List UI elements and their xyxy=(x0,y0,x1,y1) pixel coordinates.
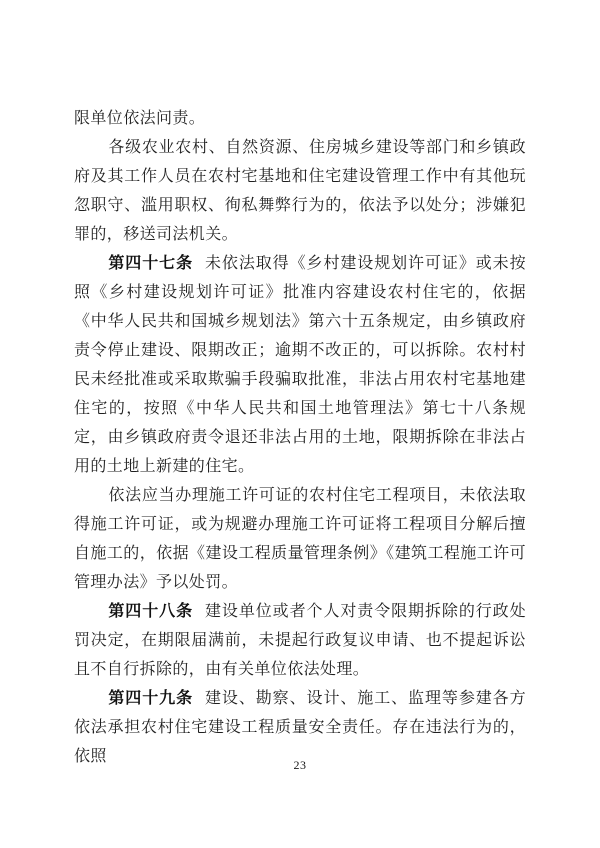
article-48-heading: 第四十八条 xyxy=(108,603,193,620)
article-47-paragraph xyxy=(74,249,526,481)
paragraph xyxy=(74,481,526,597)
paragraph-text: 未依法取得《乡村建设规划许可证》或未按照《乡村建设规划许可证》批准内容建设农村住宅的，依据《中华人民共和国城乡规划法》第六十五条规定，由乡镇政府责令停止建设、限期改正；逾期不改正的，可以拆除。农村村民未经批准或采取欺骗手段骗取批准，非法占用农村宅基地建住宅的，按照《中华人民共和国土地管理法》第七十八条规定，由乡镇政府责令退还非法占用的土地，限期拆除在非法占用的土地上新建的住宅。 xyxy=(74,255,526,475)
page-number: 23 xyxy=(293,758,307,772)
paragraph-text: 建设单位或者个人对责令限期拆除的行政处罚决定，在期限届满前，未提起行政复议申请、也不提起诉讼且不自行拆除的，由有关单位依法处理。 xyxy=(74,603,526,678)
article-49-heading: 第四十九条 xyxy=(108,690,193,707)
paragraph-text: 各级农业农村、自然资源、住房城乡建设等部门和乡镇政府及其工作人员在农村宅基地和住宅建设管理工作中有其他玩忽职守、滥用职权、徇私舞弊行为的，依法予以处分；涉嫌犯罪的，移送司法机关。 xyxy=(74,139,526,243)
paragraph-text: 限单位依法问责。 xyxy=(74,110,206,127)
document-body xyxy=(74,104,526,771)
paragraph-text: 依法应当办理施工许可证的农村住宅工程项目，未依法取得施工许可证，或为规避办理施工许可证将工程项目分解后擅自施工的，依据《建设工程质量管理条例》《建筑工程施工许可管理办法》予以处罚。 xyxy=(74,487,526,591)
paragraph xyxy=(74,133,526,249)
paragraph-continuation xyxy=(74,104,526,133)
article-47-heading: 第四十七条 xyxy=(108,255,193,272)
article-48-paragraph xyxy=(74,597,526,684)
paragraph-text: 建设、勘察、设计、施工、监理等参建各方依法承担农村住宅建设工程质量安全责任。存在违法行为的，依照 xyxy=(74,690,526,765)
